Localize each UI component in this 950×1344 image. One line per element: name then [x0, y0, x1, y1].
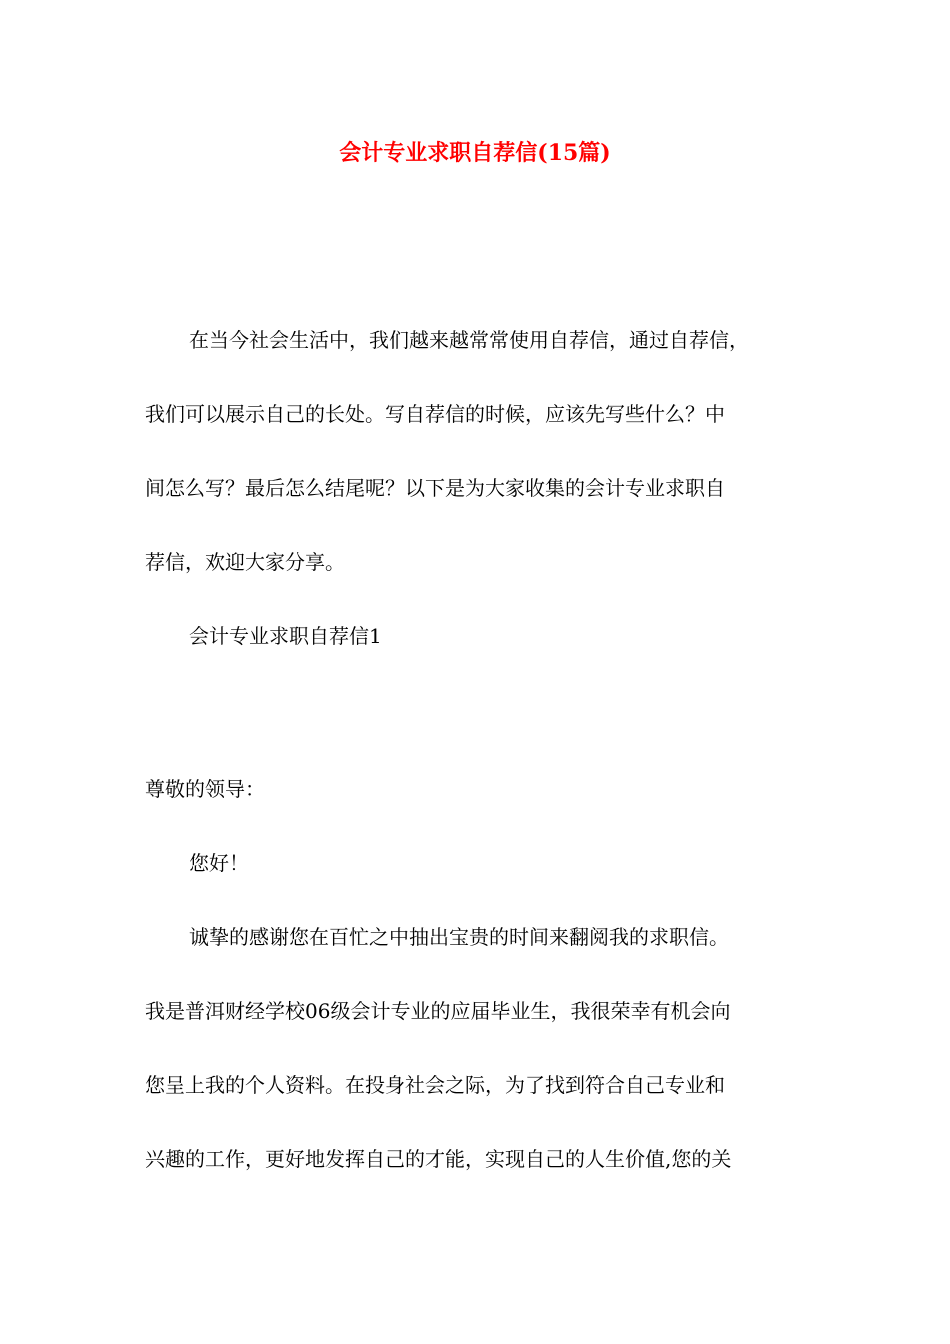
- greeting: 您好！: [189, 851, 249, 875]
- body-paragraph: [145, 900, 815, 1196]
- body-line: 我是普洱财经学校06级会计专业的应届毕业生，我很荣幸有机会向: [145, 999, 731, 1023]
- body-line: 您呈上我的个人资料。在投身社会之际，为了找到符合自己专业和: [145, 1073, 725, 1097]
- salutation: 尊敬的领导：: [145, 777, 265, 801]
- salutation-block: [145, 752, 815, 826]
- intro-line: 荐信，欢迎大家分享。: [145, 550, 345, 574]
- letter-heading: 会计专业求职自荐信1: [189, 624, 382, 648]
- intro-line: 在当今社会生活中，我们越来越常常使用自荐信，通过自荐信，: [189, 328, 749, 352]
- document-title: 会计专业求职自荐信(15篇): [339, 140, 611, 166]
- intro-line: 我们可以展示自己的长处。写自荐信的时候，应该先写些什么？中: [145, 402, 725, 426]
- body-line: 诚挚的感谢您在百忙之中抽出宝贵的时间来翻阅我的求职信。: [189, 925, 729, 949]
- letter-heading-block: [145, 599, 815, 673]
- greeting-block: [145, 826, 815, 900]
- intro-line: 间怎么写？最后怎么结尾呢？以下是为大家收集的会计专业求职自: [145, 476, 725, 500]
- intro-paragraph: [145, 303, 815, 599]
- body-line: 兴趣的工作，更好地发挥自己的才能，实现自己的人生价值,您的关: [145, 1147, 732, 1171]
